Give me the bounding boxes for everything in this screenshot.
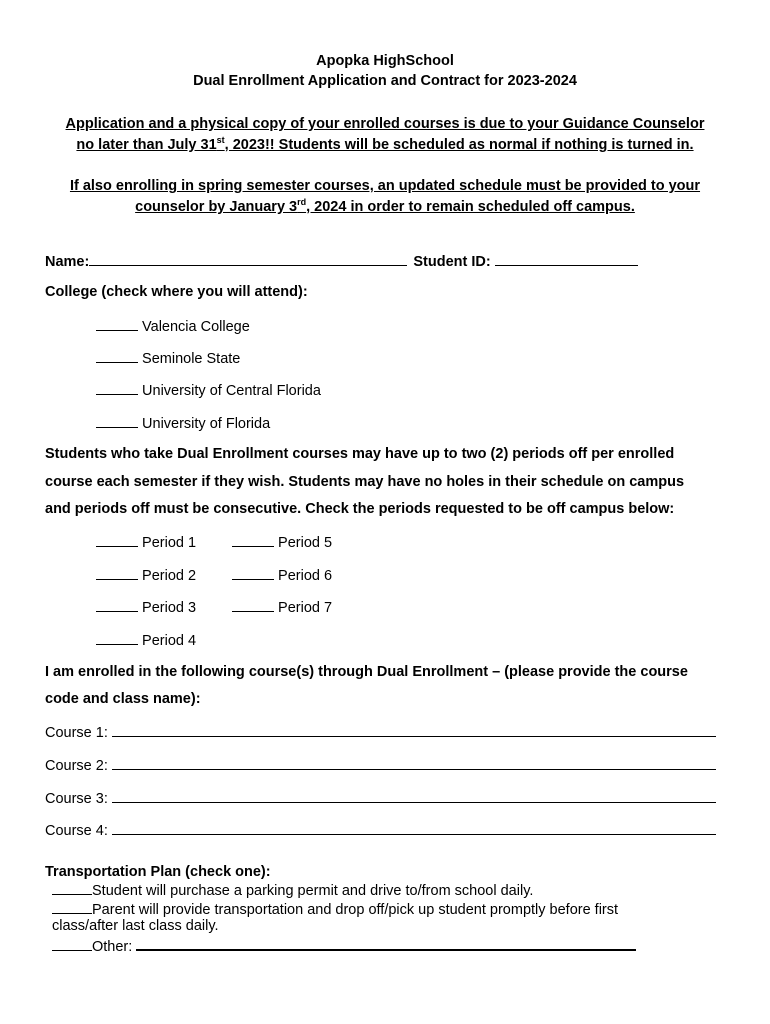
course-row [45, 723, 716, 741]
course-row [45, 756, 716, 774]
college-prompt: College (check where you will attend): [45, 284, 308, 300]
transport-heading: Transportation Plan (check one): [45, 864, 271, 880]
period-option [232, 533, 332, 551]
deadline-notice-sup: st [216, 135, 225, 145]
period-option [96, 598, 196, 616]
periods-paragraph-line2: course each semester if they wish. Students may have no holes in their schedule on campus [45, 474, 685, 490]
college-option-label: Valencia College [142, 319, 250, 335]
course-label: Course 4: [45, 823, 108, 839]
deadline-notice-post: , 2023!! Students will be scheduled as normal if nothing is turned in. [224, 137, 694, 153]
college-option-label: University of Central Florida [142, 383, 321, 399]
period-label: Period 5 [278, 535, 333, 551]
period-checkbox[interactable] [96, 631, 138, 645]
period-checkbox[interactable] [96, 598, 138, 612]
name-row [45, 252, 638, 270]
spring-notice-line1: If also enrolling in spring semester courses, an updated schedule must be provided to your [69, 178, 701, 194]
transport-checkbox[interactable] [52, 900, 92, 914]
college-checkbox[interactable] [96, 414, 138, 428]
period-checkbox[interactable] [96, 566, 138, 580]
course-label: Course 3: [45, 791, 108, 807]
college-checkbox[interactable] [96, 381, 138, 395]
course-row [45, 789, 716, 807]
name-label: Name: [45, 254, 90, 270]
other-transport-field[interactable] [136, 936, 636, 951]
period-option [96, 533, 196, 551]
course-1-field[interactable] [112, 723, 716, 737]
college-option-valencia [96, 317, 250, 335]
period-checkbox[interactable] [232, 566, 274, 580]
spring-notice-line2 [0, 199, 770, 215]
transport-option-parent-cont: class/after last class daily. [52, 918, 219, 934]
form-title: Dual Enrollment Application and Contract for 2023-2024 [193, 73, 577, 89]
period-label: Period 4 [142, 633, 197, 649]
college-option-label: University of Florida [142, 416, 271, 432]
deadline-notice-line1: Application and a physical copy of your enrolled courses is due to your Guidance Counselor [65, 116, 705, 132]
name-field[interactable] [89, 252, 407, 266]
transport-option-parent [52, 900, 618, 918]
transport-option-label: Other: [92, 939, 133, 955]
period-option [96, 566, 196, 584]
student-id-label: Student ID: [413, 254, 491, 270]
college-option-ucf [96, 381, 321, 399]
transport-option-other [52, 936, 636, 955]
spring-notice-post: , 2024 in order to remain scheduled off campus. [306, 199, 635, 215]
college-checkbox[interactable] [96, 317, 138, 331]
period-label: Period 6 [278, 568, 333, 584]
transport-checkbox[interactable] [52, 937, 92, 951]
period-option [96, 631, 196, 649]
period-checkbox[interactable] [232, 533, 274, 547]
courses-prompt-line1: I am enrolled in the following course(s) through Dual Enrollment – (please provide the course [45, 664, 688, 680]
period-label: Period 7 [278, 600, 333, 616]
period-checkbox[interactable] [232, 598, 274, 612]
transport-option-parking [52, 881, 533, 899]
course-label: Course 2: [45, 758, 108, 774]
deadline-notice-pre: no later than July 31 [76, 137, 217, 153]
period-option [232, 598, 332, 616]
course-label: Course 1: [45, 725, 108, 741]
periods-paragraph-line3: and periods off must be consecutive. Check the periods requested to be off campus below: [45, 501, 675, 517]
period-label: Period 1 [142, 535, 197, 551]
college-option-uf [96, 414, 270, 432]
college-option-label: Seminole State [142, 351, 241, 367]
period-checkbox[interactable] [96, 533, 138, 547]
student-id-field[interactable] [495, 252, 638, 266]
period-option [232, 566, 332, 584]
transport-option-label: Parent will provide transportation and drop off/pick up student promptly before first [92, 902, 619, 918]
periods-paragraph-line1: Students who take Dual Enrollment courses may have up to two (2) periods off per enrolled [45, 446, 675, 462]
college-option-seminole [96, 349, 240, 367]
spring-notice-pre: counselor by January 3 [135, 199, 298, 215]
course-3-field[interactable] [112, 789, 716, 803]
courses-prompt-line2: code and class name): [45, 691, 201, 707]
course-row [45, 821, 716, 839]
spring-notice-sup: rd [297, 197, 307, 207]
school-name: Apopka HighSchool [316, 53, 454, 69]
course-2-field[interactable] [112, 756, 716, 770]
period-label: Period 3 [142, 600, 197, 616]
course-4-field[interactable] [112, 821, 716, 835]
period-label: Period 2 [142, 568, 197, 584]
deadline-notice-line2 [0, 137, 770, 153]
transport-option-label: Student will purchase a parking permit and drive to/from school daily. [92, 883, 534, 899]
transport-checkbox[interactable] [52, 881, 92, 895]
college-checkbox[interactable] [96, 349, 138, 363]
